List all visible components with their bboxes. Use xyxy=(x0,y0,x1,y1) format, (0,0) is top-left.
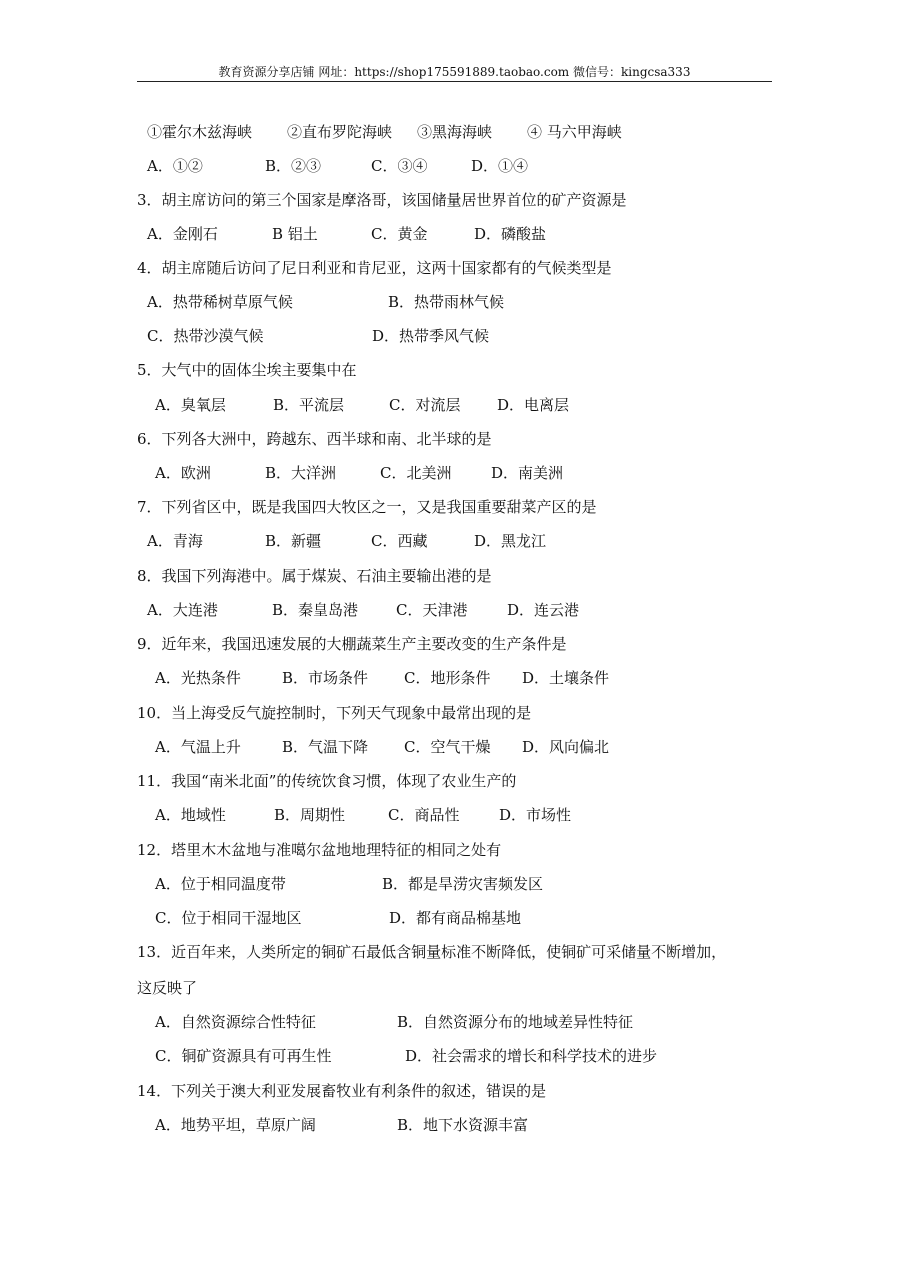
answer-option: B．大洋洲 xyxy=(265,464,337,482)
question-text: 7．下列省区中，既是我国四大牧区之一，又是我国重要甜菜产区的是 xyxy=(137,498,597,516)
answer-option: D．热带季风气候 xyxy=(372,327,490,345)
answer-option: A．欧洲 xyxy=(155,464,211,482)
answer-option: C．北美洲 xyxy=(380,464,452,482)
answer-option: D．风向偏北 xyxy=(522,738,610,756)
answer-option: B．秦皇岛港 xyxy=(272,601,359,619)
answer-option: B．气温下降 xyxy=(282,738,369,756)
question-text: 12．塔里木木盆地与准噶尔盆地地理特征的相同之处有 xyxy=(137,841,502,859)
answer-option: B．自然资源分布的地域差异性特征 xyxy=(397,1013,634,1031)
answer-option: C．对流层 xyxy=(389,396,461,414)
question-text: 14．下列关于澳大利亚发展畜牧业有利条件的叙述，错误的是 xyxy=(137,1082,547,1100)
answer-option: B 铝土 xyxy=(272,225,318,243)
answer-option: B．②③ xyxy=(265,157,322,175)
answer-option: C．地形条件 xyxy=(404,669,491,687)
question-text: 这反映了 xyxy=(137,979,198,997)
answer-option: A．①② xyxy=(147,157,203,175)
question-text: 11．我国“南米北面”的传统饮食习惯，体现了农业生产的 xyxy=(137,772,517,790)
answer-option: A．位于相同温度带 xyxy=(155,875,286,893)
question-text: 9．近年来，我国迅速发展的大棚蔬菜生产主要改变的生产条件是 xyxy=(137,635,567,653)
answer-option: A．光热条件 xyxy=(155,669,241,687)
answer-option: B．市场条件 xyxy=(282,669,369,687)
answer-option: B．平流层 xyxy=(273,396,345,414)
answer-option: B．新疆 xyxy=(265,532,322,550)
answer-option: C．空气干燥 xyxy=(404,738,491,756)
answer-option: C．黄金 xyxy=(371,225,428,243)
answer-option: C．③④ xyxy=(371,157,428,175)
answer-option: ②直布罗陀海峡 xyxy=(287,123,393,141)
answer-option: D．社会需求的增长和科学技术的进步 xyxy=(405,1047,658,1065)
answer-option: A．地势平坦，草原广阔 xyxy=(155,1116,316,1134)
answer-option: A．大连港 xyxy=(147,601,218,619)
answer-option: D．磷酸盐 xyxy=(474,225,547,243)
question-text: 6．下列各大洲中，跨越东、西半球和南、北半球的是 xyxy=(137,430,492,448)
question-text: 8．我国下列海港中。属于煤炭、石油主要输出港的是 xyxy=(137,567,492,585)
answer-option: D．南美洲 xyxy=(491,464,564,482)
answer-option: C．热带沙漠气候 xyxy=(147,327,264,345)
question-text: 10．当上海受反气旋控制时，下列天气现象中最常出现的是 xyxy=(137,704,532,722)
answer-option: A．地域性 xyxy=(155,806,226,824)
answer-option: A．臭氧层 xyxy=(155,396,226,414)
question-text: 4．胡主席随后访问了尼日利亚和肯尼亚，这两十国家都有的气候类型是 xyxy=(137,259,612,277)
answer-option: A．自然资源综合性特征 xyxy=(155,1013,316,1031)
answer-option: A．气温上升 xyxy=(155,738,241,756)
answer-option: B．都是旱涝灾害频发区 xyxy=(382,875,544,893)
header-divider xyxy=(137,81,772,82)
answer-option: ①霍尔木兹海峡 xyxy=(147,123,253,141)
answer-option: B．地下水资源丰富 xyxy=(397,1116,529,1134)
answer-option: D．电离层 xyxy=(497,396,570,414)
answer-option: B．热带雨林气候 xyxy=(388,293,505,311)
answer-option: C．天津港 xyxy=(396,601,468,619)
page-header: 教育资源分享店铺 网址：https://shop175591889.taobao.com 微信号：kingcsa333 xyxy=(218,65,691,79)
answer-option: D．都有商品棉基地 xyxy=(389,909,522,927)
answer-option: C．西藏 xyxy=(371,532,428,550)
answer-option: B．周期性 xyxy=(274,806,346,824)
answer-option: D．连云港 xyxy=(507,601,580,619)
answer-option: C．铜矿资源具有可再生性 xyxy=(155,1047,332,1065)
answer-option: A．热带稀树草原气候 xyxy=(147,293,293,311)
answer-option: D．土壤条件 xyxy=(522,669,610,687)
answer-option: A．金刚石 xyxy=(147,225,218,243)
answer-option: D．黑龙江 xyxy=(474,532,547,550)
answer-option: ③黑海海峡 xyxy=(417,123,493,141)
answer-option: A．青海 xyxy=(147,532,203,550)
answer-option: C．商品性 xyxy=(388,806,460,824)
question-text: 3．胡主席访问的第三个国家是摩洛哥，该国储量居世界首位的矿产资源是 xyxy=(137,191,627,209)
answer-option: ④ 马六甲海峡 xyxy=(527,123,622,141)
answer-option: D．市场性 xyxy=(499,806,572,824)
answer-option: C．位于相同干湿地区 xyxy=(155,909,302,927)
question-text: 5．大气中的固体尘埃主要集中在 xyxy=(137,361,357,379)
answer-option: D．①④ xyxy=(471,157,529,175)
question-text: 13．近百年来，人类所定的铜矿石最低含铜量标准不断降低，使铜矿可采储量不断增加， xyxy=(137,943,727,961)
